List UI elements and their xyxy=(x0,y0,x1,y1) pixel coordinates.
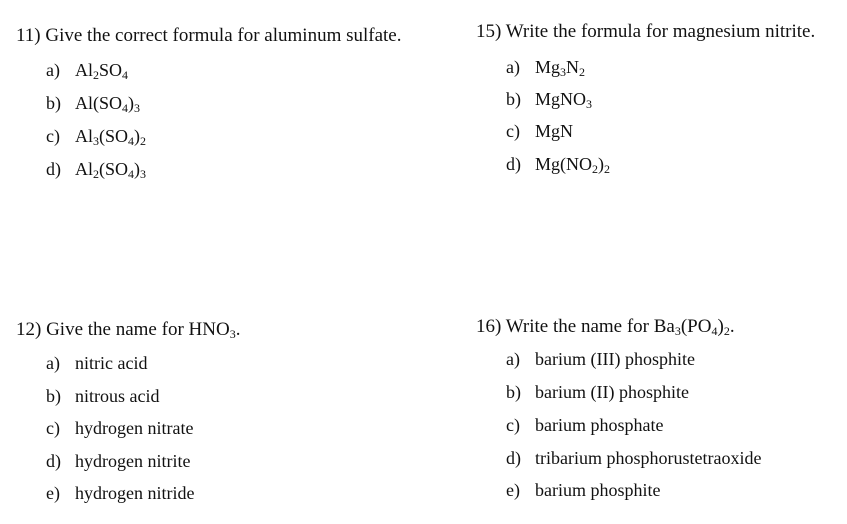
option-b[interactable] xyxy=(506,381,689,403)
option-text: hydrogen nitrate xyxy=(75,418,194,438)
option-letter: c) xyxy=(506,415,520,435)
option-letter: b) xyxy=(506,382,521,402)
option-text: hydrogen nitride xyxy=(75,483,195,503)
question-15-prompt xyxy=(476,21,847,43)
option-d[interactable] xyxy=(46,158,146,180)
option-letter: a) xyxy=(46,60,60,80)
option-formula: MgN xyxy=(535,121,574,141)
option-d[interactable] xyxy=(506,153,610,175)
option-e[interactable] xyxy=(46,482,194,504)
option-formula: $Al(SO_4)_3$ xyxy=(75,93,141,115)
question-12-prompt xyxy=(16,319,416,341)
option-formula: MgNO$_3$ xyxy=(535,89,593,111)
option-formula: $Mg(NO_2)_2$ xyxy=(535,154,610,176)
option-letter: c) xyxy=(46,418,60,438)
option-letter: c) xyxy=(46,126,60,146)
option-text: barium (III) phosphite xyxy=(535,349,695,369)
question-16-prompt xyxy=(476,316,847,338)
question-11 xyxy=(16,25,416,181)
option-c[interactable] xyxy=(506,120,573,142)
question-text: Write the name for $Ba_3(PO_4)_2$. xyxy=(505,316,735,338)
option-letter: a) xyxy=(46,353,60,373)
option-d[interactable] xyxy=(46,450,190,472)
option-letter: a) xyxy=(506,57,520,77)
question-text: Write the formula for magnesium nitrite. xyxy=(505,21,816,42)
question-number: 11) xyxy=(16,25,41,46)
question-12 xyxy=(16,319,416,503)
question-number: 12) xyxy=(16,319,42,340)
option-formula: $Al_2(SO_4)_3$ xyxy=(75,159,147,181)
option-text: nitric acid xyxy=(75,353,148,373)
option-b[interactable] xyxy=(46,92,140,114)
question-number: 16) xyxy=(476,316,502,337)
option-d[interactable] xyxy=(506,447,761,469)
option-text: nitrous acid xyxy=(75,386,160,406)
option-letter: e) xyxy=(506,480,520,500)
option-letter: e) xyxy=(46,483,60,503)
option-formula: $Mg_3N_2$ xyxy=(535,57,586,79)
option-b[interactable] xyxy=(46,385,159,407)
option-b[interactable] xyxy=(506,88,592,110)
option-letter: b) xyxy=(46,386,61,406)
option-letter: b) xyxy=(46,93,61,113)
option-a[interactable] xyxy=(46,352,147,374)
option-letter: d) xyxy=(506,154,521,174)
option-text: hydrogen nitrite xyxy=(75,451,191,471)
option-text: tribarium phosphorustetraoxide xyxy=(535,448,762,468)
option-c[interactable] xyxy=(506,414,663,436)
option-letter: a) xyxy=(506,349,520,369)
option-letter: b) xyxy=(506,89,521,109)
question-15 xyxy=(476,21,847,176)
option-letter: d) xyxy=(46,451,61,471)
option-a[interactable] xyxy=(506,348,695,370)
option-c[interactable] xyxy=(46,417,193,439)
question-16 xyxy=(476,316,847,500)
option-e[interactable] xyxy=(506,479,660,501)
option-text: barium (II) phosphite xyxy=(535,382,689,402)
option-formula: $Al_3(SO_4)_2$ xyxy=(75,126,147,148)
question-text: Give the correct formula for aluminum sulfate. xyxy=(45,25,402,46)
option-a[interactable] xyxy=(506,56,585,78)
option-a[interactable] xyxy=(46,59,128,81)
option-c[interactable] xyxy=(46,125,146,147)
question-11-prompt xyxy=(16,25,416,47)
option-text: barium phosphite xyxy=(535,480,661,500)
question-text: Give the name for $HNO_3$. xyxy=(46,319,241,341)
option-formula: $Al_2SO_4$ xyxy=(75,60,129,82)
question-number: 15) xyxy=(476,21,502,42)
option-letter: c) xyxy=(506,121,520,141)
option-letter: d) xyxy=(506,448,521,468)
option-text: barium phosphate xyxy=(535,415,664,435)
option-letter: d) xyxy=(46,159,61,179)
